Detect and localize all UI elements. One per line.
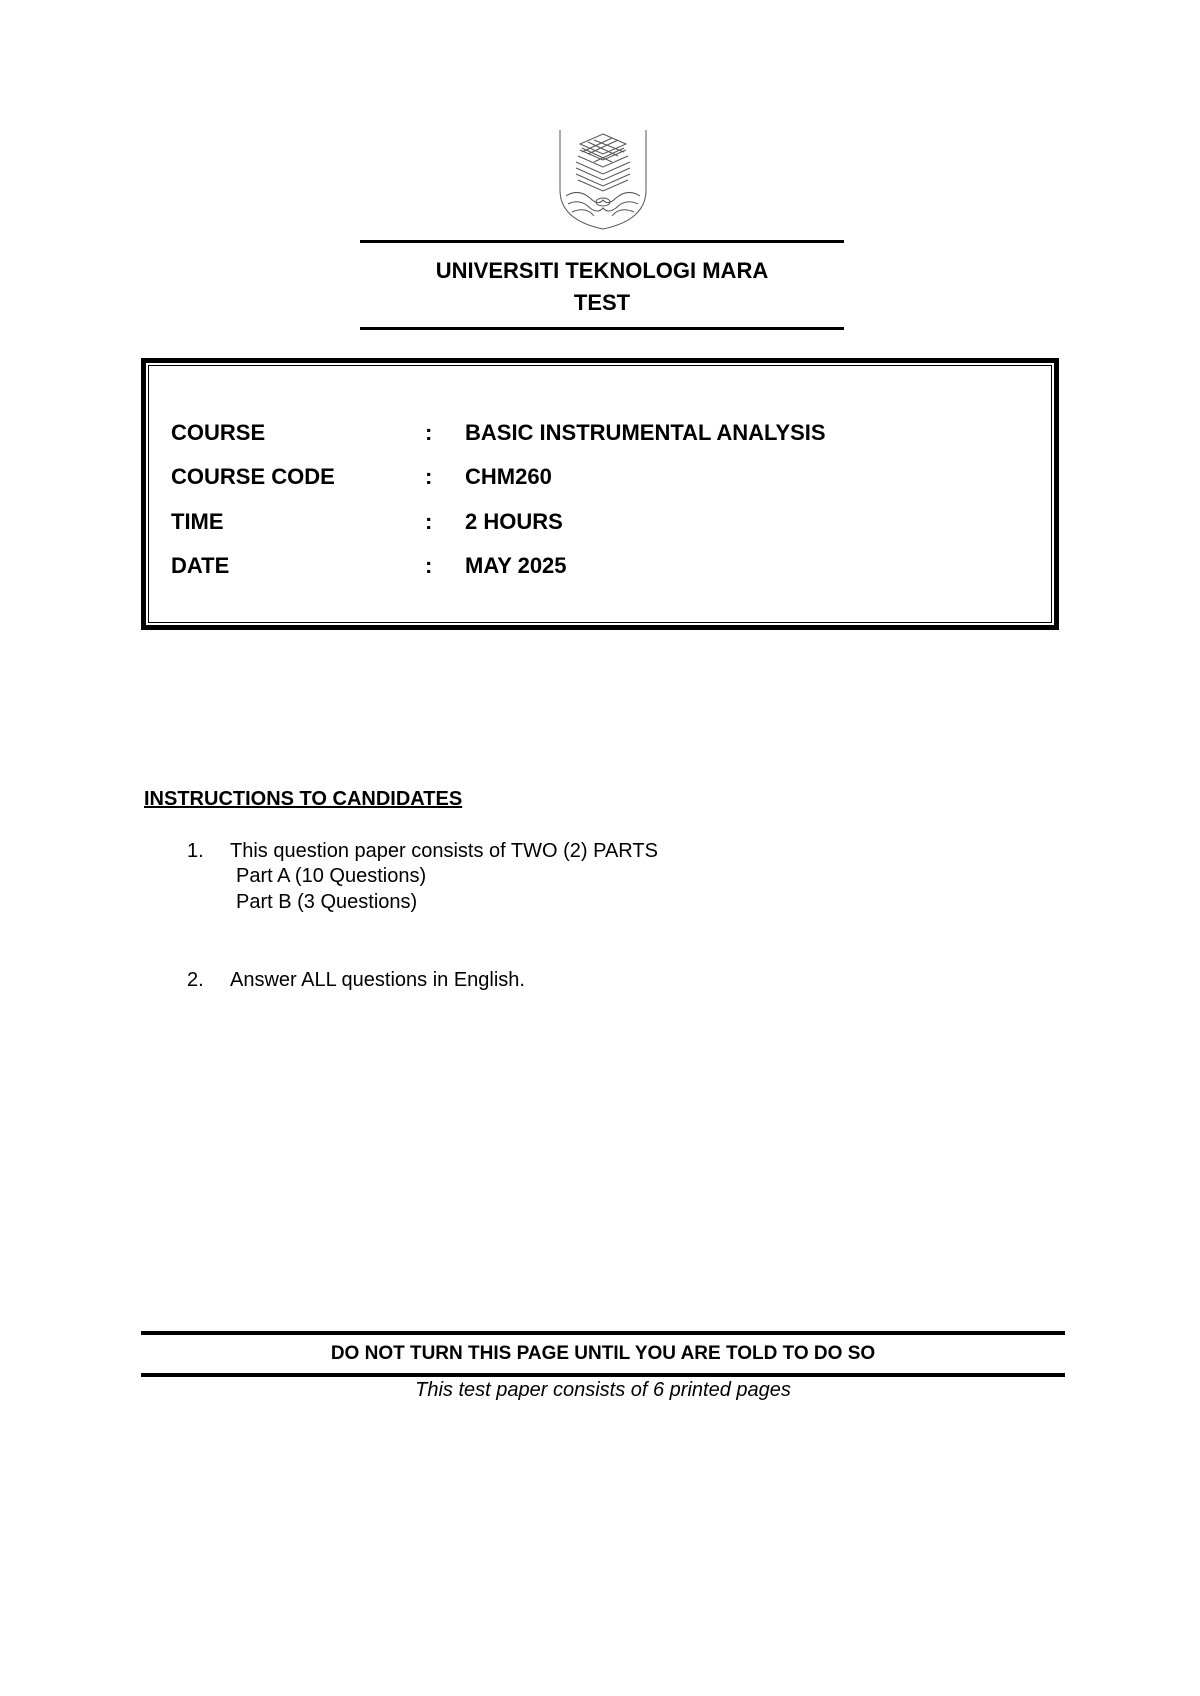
institution-name: UNIVERSITI TEKNOLOGI MARA xyxy=(435,258,769,283)
instruction-text: This question paper consists of TWO (2) PARTS xyxy=(230,840,658,862)
course-label: COURSE xyxy=(171,420,266,445)
footer-top-rule xyxy=(141,1331,1065,1335)
course-value: BASIC INSTRUMENTAL ANALYSIS xyxy=(465,420,826,445)
course-details-box-inner-border xyxy=(148,365,1052,623)
instruction-item-2 xyxy=(0,967,1200,993)
document-type: TEST xyxy=(573,290,631,315)
course-code-value: CHM260 xyxy=(465,464,552,489)
course-code-label: COURSE CODE xyxy=(171,464,335,489)
date-separator: : xyxy=(425,553,433,578)
time-value: 2 HOURS xyxy=(465,509,563,534)
instruction-number: 2. xyxy=(187,969,204,991)
instruction-subitem-part-b: Part B (3 Questions) xyxy=(236,891,418,913)
time-separator: : xyxy=(425,509,433,534)
instruction-text: Answer ALL questions in English. xyxy=(230,969,525,991)
date-label: DATE xyxy=(171,553,230,578)
do-not-turn-warning: DO NOT TURN THIS PAGE UNTIL YOU ARE TOLD TO DO SO xyxy=(330,1343,876,1364)
university-crest-icon xyxy=(558,128,648,231)
course-details-box xyxy=(141,358,1059,630)
instruction-item-1 xyxy=(0,838,1200,864)
page-count-note: This test paper consists of 6 printed pages xyxy=(415,1379,791,1401)
title-bottom-rule xyxy=(360,327,844,330)
date-value: MAY 2025 xyxy=(465,553,567,578)
course-code-separator: : xyxy=(425,464,433,489)
title-top-rule xyxy=(360,240,844,243)
instruction-number: 1. xyxy=(187,840,204,862)
time-label: TIME xyxy=(171,509,224,534)
instructions-heading: INSTRUCTIONS TO CANDIDATES xyxy=(144,788,463,810)
instruction-subitem-part-a: Part A (10 Questions) xyxy=(236,865,427,887)
course-separator: : xyxy=(425,420,433,445)
